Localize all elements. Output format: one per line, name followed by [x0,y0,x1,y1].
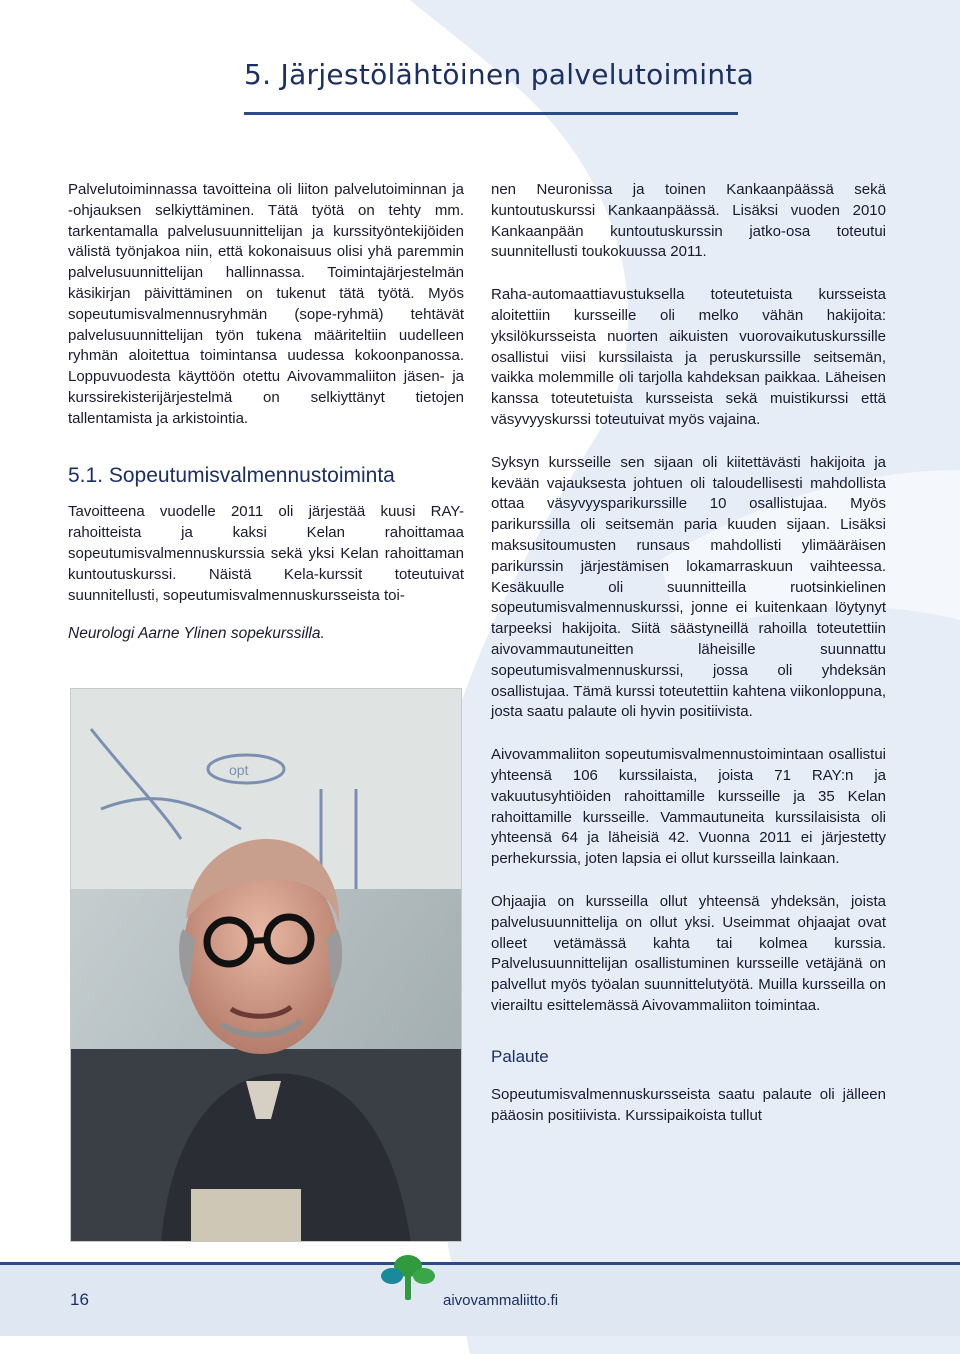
right-paragraph-3: Syksyn kursseille sen sijaan oli kiitettävästi hakijoita ja kevään vajauksesta johtuen oli taloudellisesti mahdollista ottaa väsyvyysparikurssille 10 osallistujaa. Myös parikurssilla oli seitsemän paria kuuden sijaan. Lisäksi maksusitoumusten runsaus mahdollisti ylimääräisen parikurssin järjestämisen lokamarraskuun vaihteessa. Kesäkuulle oli suunnitteilla ruotsinkielinen sopeutumisvalmennuskurssi, jonne ei kuitenkaan löytynyt tarpeeksi hakijoita. Siitä säästyneillä rahoilla toteutettiin aivovammautuneitten läheisille suunnattu sopeutumisvalmennuskurssi, jossa oli yhdeksän osallistujaa. Tämä kurssi toteutettiin kahtena viikonloppuna, josta saatu palaute oli hyvin positiivista. [491,453,886,721]
right-paragraph-2: Raha-automaattiavustuksella toteutetuista kursseista aloitettiin kursseille oli melko vähän hakijoita: yksilökursseista nuorten aikuisten vuorovaikutuskurssille osallistui viisi kurssilaista ja peruskurssille seitsemän, vaikka molemmille oli tarjolla kahdeksan paikkaa. Läheisen kanssa toteutetuista kursseista sekä muistikurssi että väsyvyyskurssi toteutuivat myös vajaina. [491,286,886,428]
section-heading: 5.1. Sopeutumisvalmennustoiminta [68,463,395,487]
title-rule [244,112,738,115]
whiteboard-scribble: opt [229,762,249,778]
section-paragraph: Tavoitteena vuodelle 2011 oli järjestää kuusi RAY-rahoitteista ja kaksi Kelan rahoittamaa sopeutumisvalmennuskurssia sekä yksi Kelan rahoittaman kuntoutuskurssi. Näistä Kela-kurssit toteutuivat suunnitellusti, sopeutumisvalmennuskursseista toi- [68,503,464,604]
subheading-palaute: Palaute [491,1046,549,1066]
right-column [491,180,886,1127]
intro-paragraph: Palvelutoiminnassa tavoitteina oli liiton palvelutoiminnan ja -ohjauksen selkiyttäminen. Tätä työtä on tehty mm. tarkentamalla palvelusuunnittelijan ja kurssityöntekijöiden välistä työnjakoa niin, että kokonaisuus olisi yhä paremmin palvelusuunnittelijan hallinnassa. Toimintajärjestelmän käsikirjan päivittäminen on tukenut tätä työtä. Myös sopeutumisvalmennusryhmän (sope-ryhmä) tehtävät palvelusuunnittelijan työn tukena määriteltiin uudelleen ryhmän aloitettua toimintansa uudessa kokoonpanossa. Loppuvuodesta käyttöön otettu Aivovammaliiton jäsen- ja kurssirekisterijärjestelmä on selkiyttänyt tietojen tallentamista ja arkistointia. [68,181,464,427]
photo-neurologist [70,688,462,1242]
photo-illustration [71,689,462,1242]
left-column [68,180,464,645]
right-paragraph-5: Ohjaajia on kursseilla ollut yhteensä yhdeksän, joista palvelusuunnittelija on ollut yksi. Useimmat ohjaajat ovat olleet vetämässä kahta tai kolmea kurssia. Palvelusuunnittelijan osallistuminen kursseille vetäjänä on palvellut myös työalan suunnittelutyötä. Muilla kursseilla on vierailtu esittelemässä Aivovammaliiton toimintaa. [491,892,886,1014]
right-paragraph-4: Aivovammaliiton sopeutumisvalmennustoimintaan osallistui yhteensä 106 kurssilaista, joista 71 RAY:n ja vakuutusyhtiöiden rahoittamille kursseille ja 35 Kelan rahoittamille kursseille. Vammautuneita kurssilaisista oli yhteensä 64 ja läheisiä 42. Vuonna 2011 ei järjestetty perhekurssia, joten lapsia ei ollut kursseilla lainkaan. [491,746,886,868]
right-paragraph-6: Sopeutumisvalmennuskursseista saatu palaute oli jälleen pääosin positiivista. Kurssipaikoista tullut [491,1086,886,1125]
page-title: 5. Järjestölähtöinen palvelutoiminta [244,58,755,91]
right-paragraph-1: nen Neuronissa ja toinen Kankaanpäässä sekä kuntoutuskurssi Kankaanpäässä. Lisäksi vuoden 2010 Kankaanpään kuntoutuskurssin jatko-osa toteutui suunnitellusti toukokuussa 2011. [491,181,886,261]
page-number: 16 [70,1290,89,1309]
photo-caption: Neurologi Aarne Ylinen sopekurssilla. [68,625,325,643]
footer-url-link[interactable]: aivovammaliitto.fi [443,1292,559,1309]
tree-logo-icon [378,1250,438,1302]
